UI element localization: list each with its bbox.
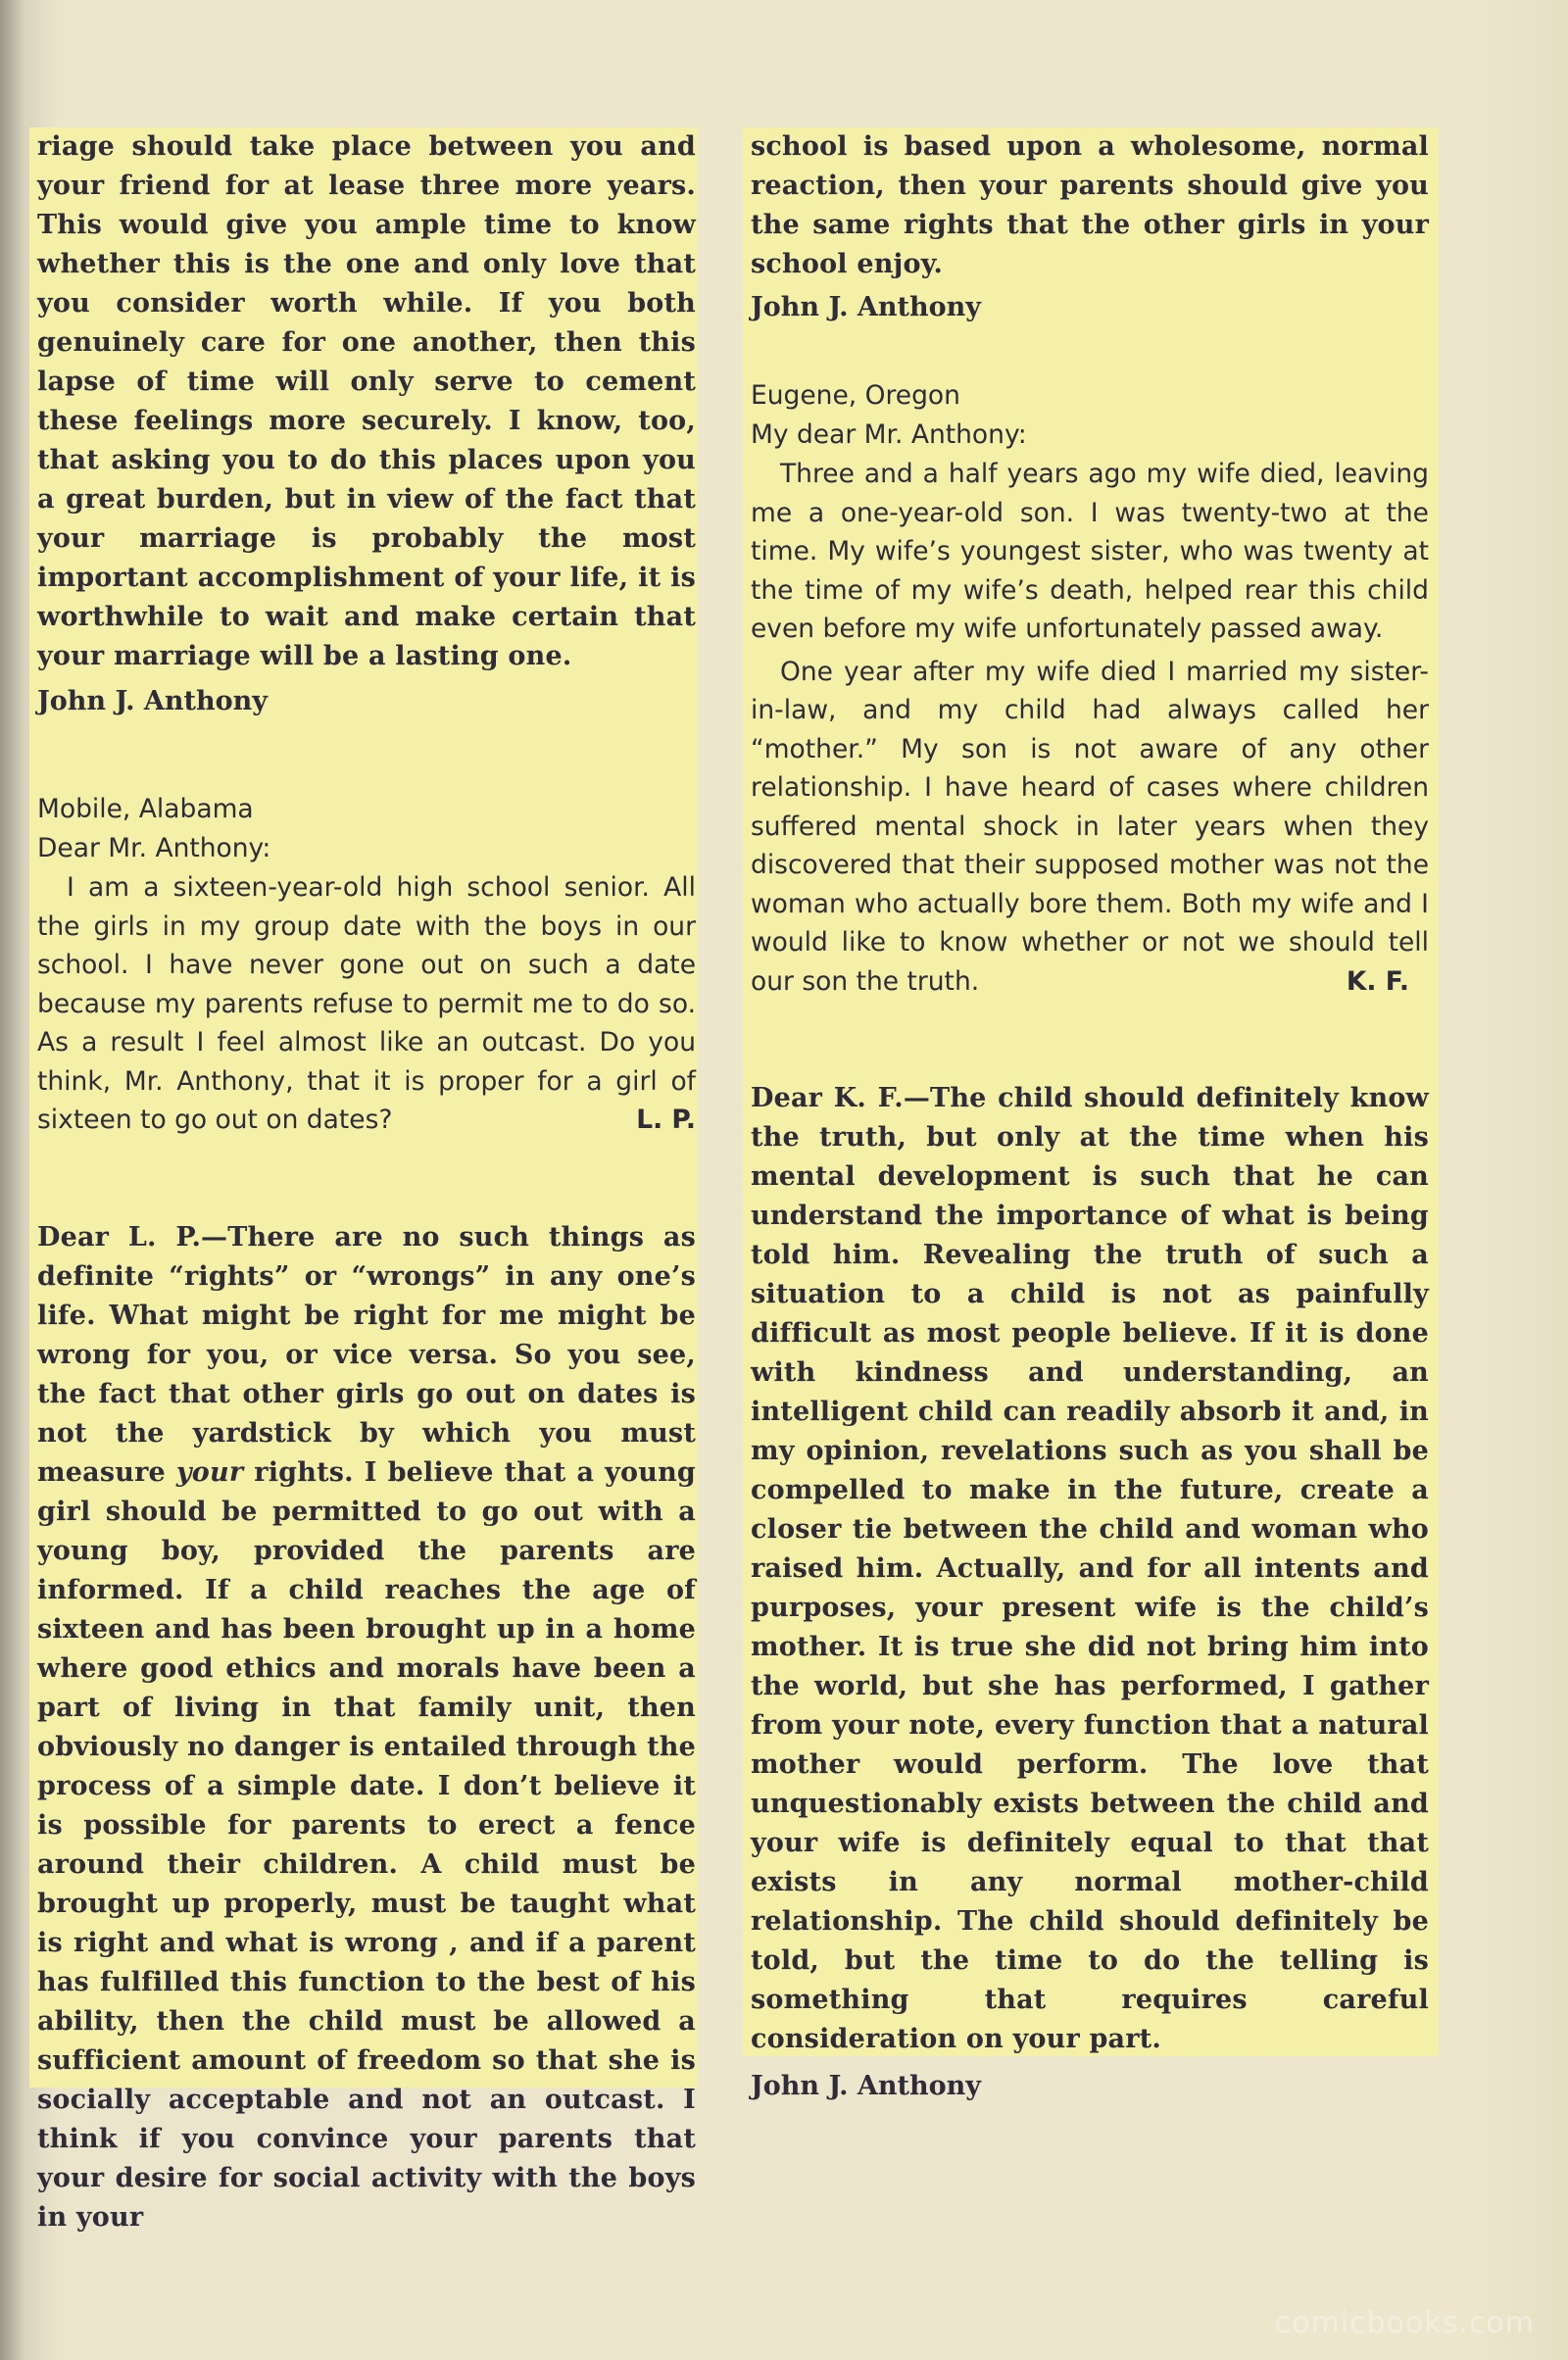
reply-1-signature: John J. Anthony	[37, 686, 268, 716]
letter-2-body	[37, 868, 696, 1140]
letter-3-salutation: My dear Mr. Anthony:	[751, 419, 1027, 450]
letter-2-initials: L. P.	[636, 1105, 696, 1135]
reply-2-text	[37, 1218, 696, 2237]
letter-3-location: Eugene, Oregon	[751, 380, 960, 411]
reply-2-text-part-2: rights. I believe that a young girl should be permitted to go out with a young boy, provided the parents are informed. If a child reaches the age of sixteen and has been brought up in a home where good ethics and morals have been a part of living in that family unit, then obviously no danger is entailed through the process of a simple date. I don’t believe it is possible for parents to erect a fence around their children. A child must be brought up properly, must be taught what is right and what is wrong , and if a parent has fulfilled this function to the best of his ability, then the child must be allowed a sufficient amount of freedom so that she is socially acceptable and not an outcast. I think if you convince your parents that your desire for social activity with the boys in your	[37, 1456, 696, 2233]
left-column	[29, 127, 698, 2233]
reply-3-signature: John J. Anthony	[751, 2071, 981, 2101]
reply-2-continued-text: school is based upon a wholesome, normal reaction, then your parents should give you the same rights that the other girls in your school enjoy.	[751, 131, 1429, 279]
right-column	[743, 127, 1439, 2101]
reply-3-text: Dear K. F.—The child should definitely know the truth, but only at the time when his mental development is such that he can understand the importance of what is being told him. Revealing the truth of such a situation to a child is not as painfully difficult as most people believe. If it is done with kindness and understanding, an intelligent child can readily absorb it and, in my opinion, revelations such as you shall be compelled to make in the future, create a closer tie between the child and woman who raised him. Actually, and for all intents and purposes, your present wife is the child’s mother. It is true she did not bring him into the world, but she has performed, I gather from your note, every function that a natural mother would perform. The love that unquestionably exists between the child and your wife is definitely equal to that that exists in any normal mother-child relationship. The child should definitely be told, but the time to do the telling is something that requires careful consideration on your part.	[751, 1083, 1429, 2054]
reply-2-signature: John J. Anthony	[751, 292, 981, 322]
letter-3-paragraph-2	[751, 653, 1429, 1002]
reply-2-text-part-1: Dear L. P.—There are no such things as definite “rights” or “wrongs” in any one’s life. What might be right for me might be wrong for you, or vice versa. So you see, the fact that other girls go out on dates is not the yardstick by which you must measure	[37, 1221, 696, 1488]
letter-3-paragraph-1: Three and a half years ago my wife died, leaving me a one-year-old son. I was twenty-two at the time. My wife’s youngest sister, who was twenty at the time of my wife’s death, helped rear this child even before my wife unfortunately passed away.	[751, 459, 1429, 644]
letter-2-salutation: Dear Mr. Anthony:	[37, 833, 271, 863]
binding-shadow	[0, 0, 22, 2360]
reply-1-continued-text: riage should take place between you and your friend for at lease three more years. This would give you ample time to know whether this is the one and only love that you consider worth while. If you both genuinely care for one another, then this lapse of time will only serve to cement these feelings more securely. I know, too, that asking you to do this places upon you a great burden, but in view of the fact that your marriage is probably the most important accomplishment of your life, it is worthwhile to wait and make certain that your marriage will be a lasting one.	[37, 131, 696, 671]
watermark: comicbooks.com	[1274, 2306, 1535, 2340]
letter-3-initials: K. F.	[1346, 965, 1409, 997]
letter-2-location: Mobile, Alabama	[37, 794, 254, 824]
letter-2-body-text: I am a sixteen-year-old high school senior. All the girls in my group date with the boys in our school. I have never gone out on such a date because my parents refuse to permit me to do so. As a result I feel almost like an outcast. Do you think, Mr. Anthony, that it is proper for a girl of sixteen to go out on dates?	[37, 872, 696, 1135]
reply-2-emphasis: your	[175, 1456, 244, 1488]
letter-3-paragraph-2-text: One year after my wife died I married my sister-in-law, and my child had always called her “mother.” My son is not aware of any other relationship. I have heard of cases where children suffered mental shock in later years when they discovered that their supposed mother was not the woman who actually bore them. Both my wife and I would like to know whether or not we should tell our son the truth.	[751, 656, 1429, 997]
